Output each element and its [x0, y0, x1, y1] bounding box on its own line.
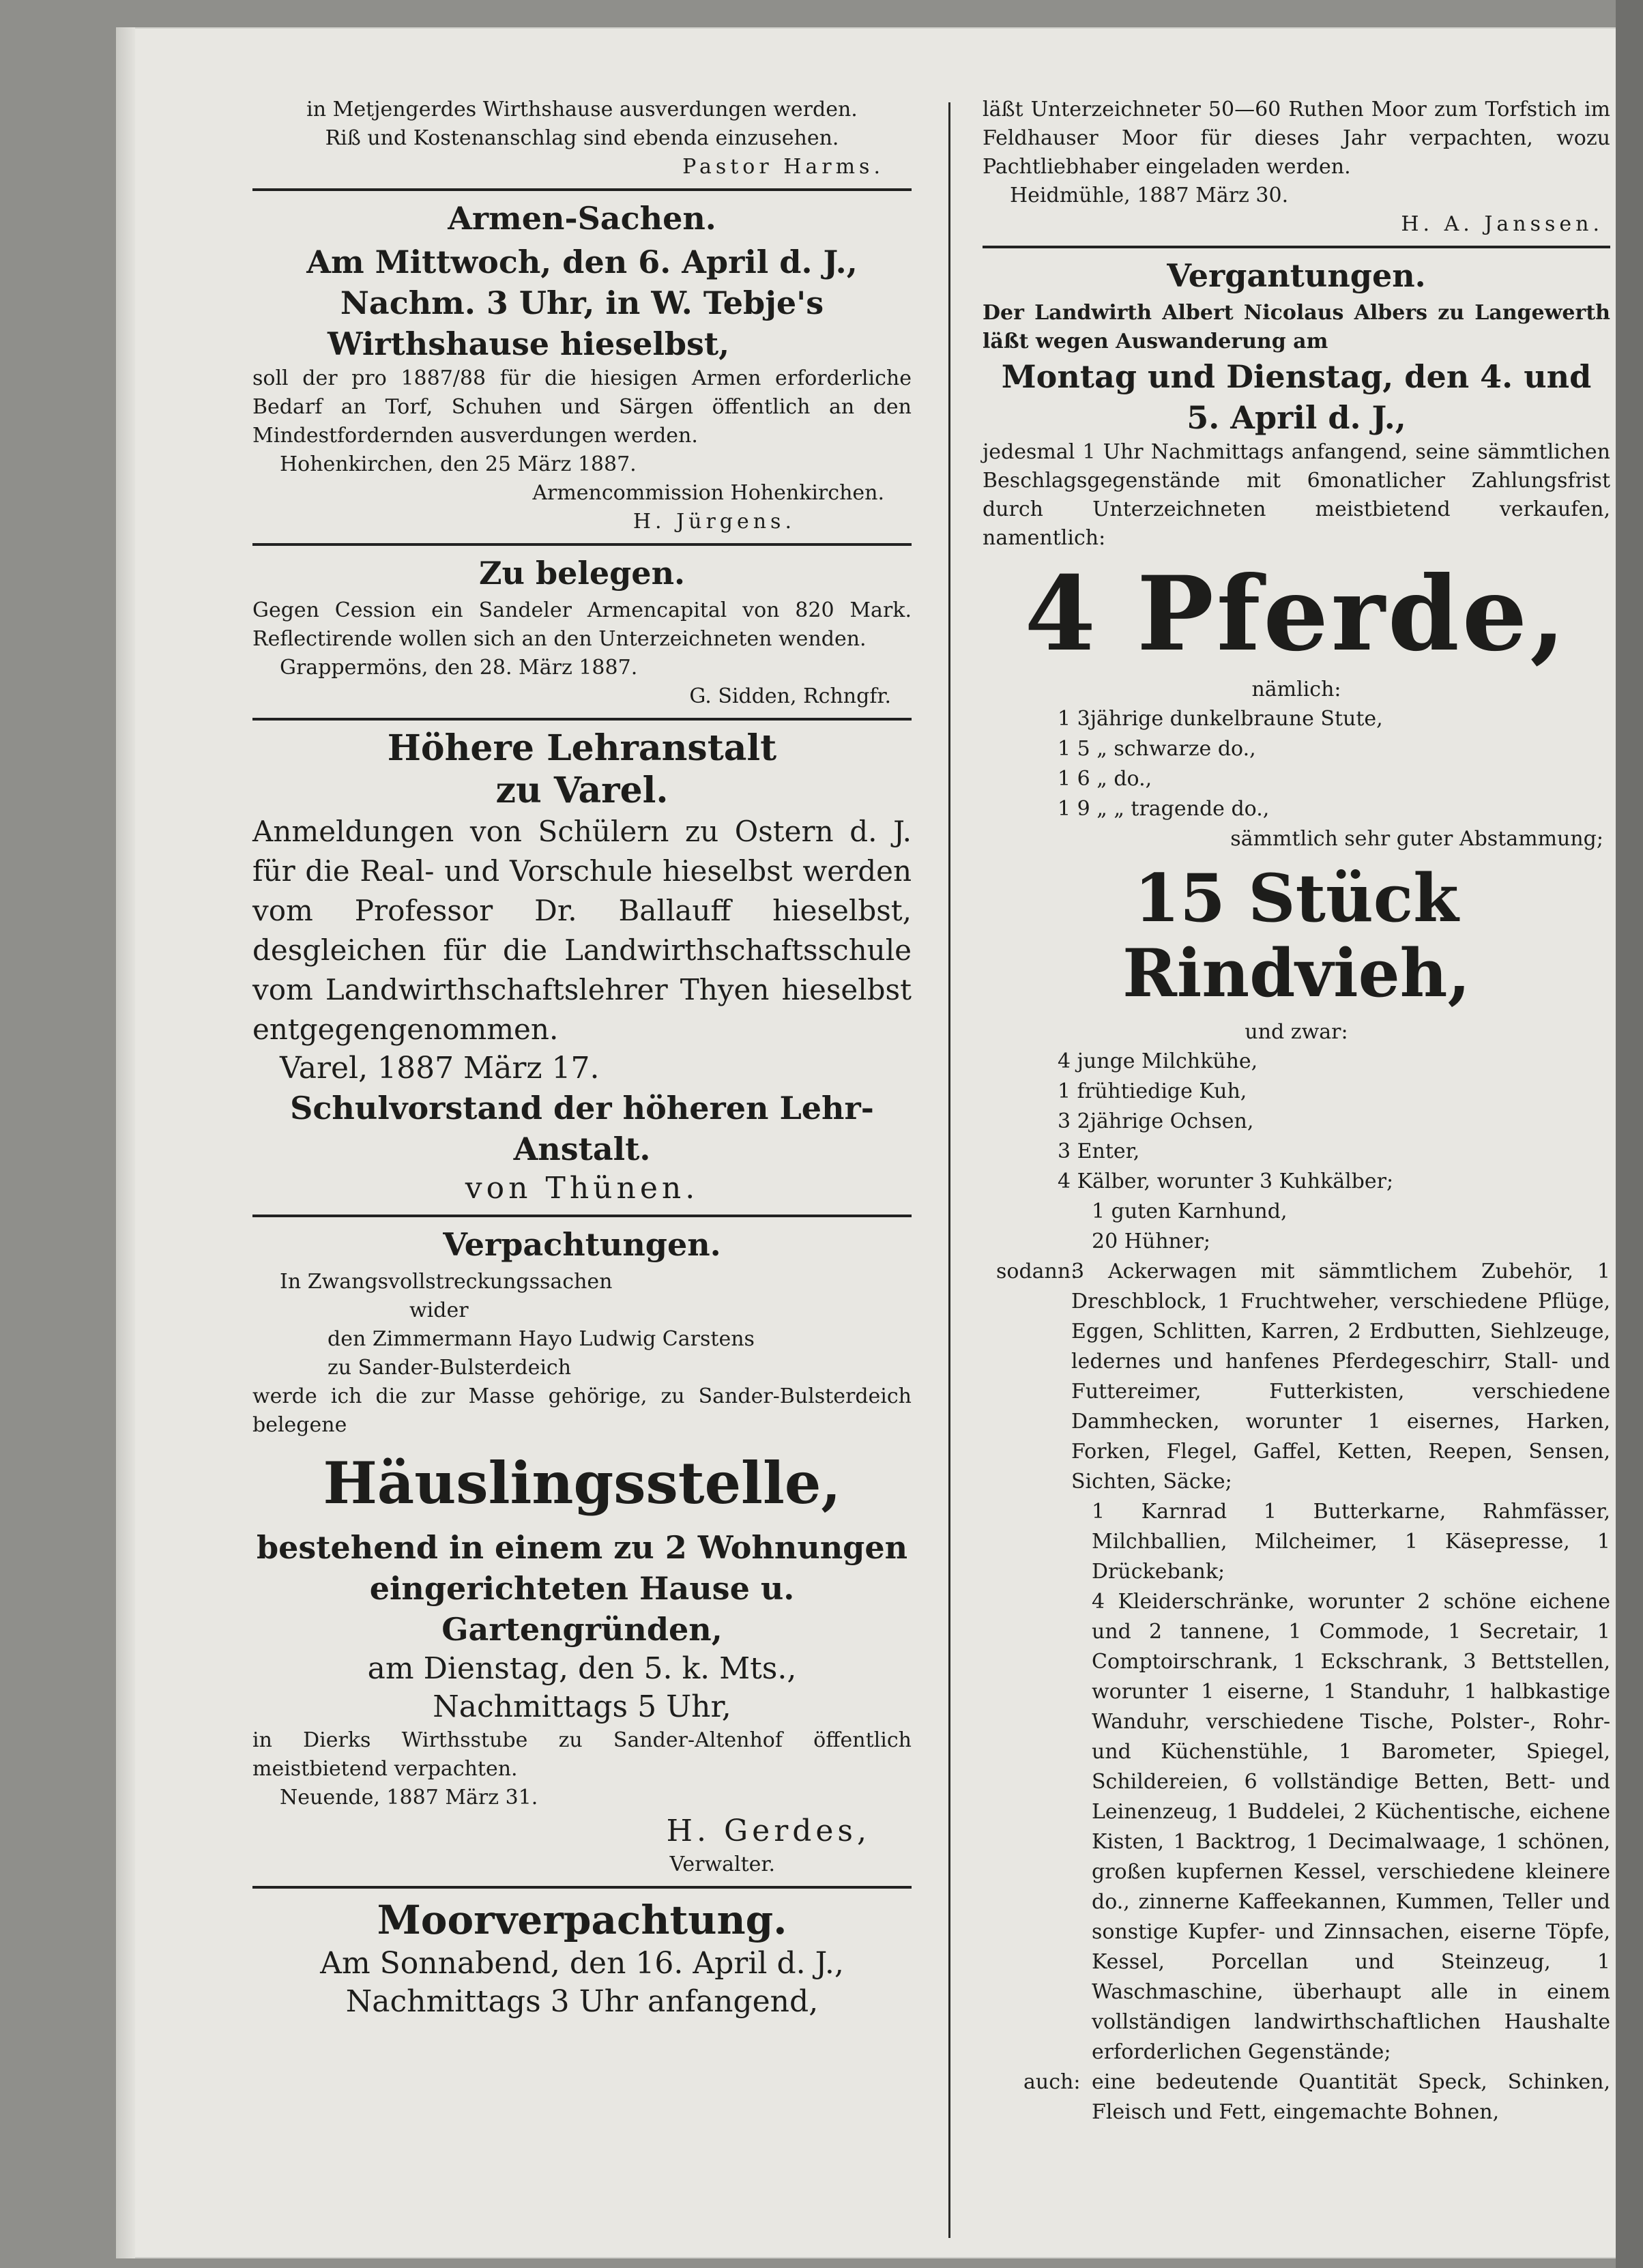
horse-item: 1 3jährige dunkelbraune Stute,: [1058, 707, 1383, 731]
hens-item: 20 Hühner;: [1092, 1230, 1211, 1253]
verpacht-sign-1: H. Gerdes,: [666, 1814, 871, 1848]
verg-title: Vergantungen.: [1167, 257, 1426, 294]
cattle-item: 1 frühtiedige Kuh,: [1058, 1079, 1247, 1103]
schule-place: Varel, 1887 März 17.: [280, 1051, 600, 1086]
column-divider: [948, 102, 950, 2238]
section-rule: [252, 718, 912, 721]
moor-line-1: Am Sonnabend, den 16. April d. J.,: [320, 1946, 844, 1981]
armen-line-3: Wirthshause hieselbst,: [328, 325, 730, 362]
sodann-block: [983, 1257, 1610, 1497]
page-right-edge: [1616, 0, 1643, 2268]
verg-undzwar: und zwar:: [1245, 1020, 1348, 1044]
right-place: Heidmühle, 1887 März 30.: [1010, 184, 1289, 207]
page-left-edge: [116, 27, 135, 2258]
verpacht-line-2: wider: [409, 1298, 469, 1322]
karnrad-text: 1 Karnrad 1 Butterkarne, Rahmfässer, Milchballien, Milcheimer, 1 Käsepresse, 1 Drückebank;: [1092, 1500, 1610, 1584]
auch-text: eine bedeutende Quantität Speck, Schinken, Fleisch und Fett, eingemachte Bohnen,: [1092, 2070, 1610, 2124]
intro-line-1: in Metjengerdes Wirthshause ausverdungen werden.: [306, 98, 858, 121]
verpacht-line-1: In Zwangsvollstreckungssachen: [280, 1270, 613, 1294]
horse-item: 1 9 „ „ tragende do.,: [1058, 797, 1270, 821]
verpacht-bold-3: am Dienstag, den 5. k. Mts.,: [367, 1651, 797, 1686]
schule-sign-2: Anstalt.: [513, 1131, 651, 1167]
sodann-label: sodann:: [996, 1260, 1078, 1283]
section-rule: [252, 188, 912, 191]
schule-sign-1: Schulvorstand der höheren Lehr-: [290, 1090, 874, 1126]
horse-item: 1 6 „ do.,: [1058, 767, 1152, 791]
right-column: [983, 96, 1610, 2127]
belegen-place: Grappermöns, den 28. März 1887.: [280, 656, 638, 680]
verg-rindvieh: 15 Stück Rindvieh,: [1122, 860, 1470, 1012]
section-rule: [983, 246, 1610, 248]
verg-line-1: Der Landwirth Albert Nicolaus Albers zu Langewerth läßt wegen Auswanderung am: [983, 301, 1610, 353]
right-intro: läßt Unterzeichneter 50—60 Ruthen Moor zum Torfstich im Feldhauser Moor für dieses Jahr verpachten, wozu Pachtliebhaber eingeladen werden.: [983, 98, 1610, 179]
horse-item: 1 5 „ schwarze do.,: [1058, 737, 1256, 761]
section-rule: [252, 1215, 912, 1217]
belegen-sign: G. Sidden, Rchngfr.: [689, 684, 891, 708]
section-rule: [252, 543, 912, 546]
verpacht-body: in Dierks Wirthsstube zu Sander-Altenhof öffentlich meistbietend verpachten.: [252, 1728, 912, 1781]
moor-line-2: Nachmittags 3 Uhr anfangend,: [345, 1984, 819, 2019]
verpacht-bold-2: eingerichteten Hause u. Gartengründen,: [369, 1570, 795, 1648]
belegen-body: Gegen Cession ein Sandeler Armencapital von 820 Mark. Reflectirende wollen sich an den Unterzeichneten wenden.: [252, 598, 912, 651]
auch-label: auch:: [1023, 2070, 1081, 2094]
verg-pferde: 4 Pferde,: [1024, 554, 1569, 674]
verpacht-line-3: den Zimmermann Hayo Ludwig Carstens: [328, 1327, 755, 1351]
cattle-item: 3 Enter,: [1058, 1139, 1140, 1163]
dog-item: 1 guten Karnhund,: [1092, 1200, 1288, 1223]
verpacht-place: Neuende, 1887 März 31.: [280, 1786, 538, 1809]
auch-block: [983, 2067, 1610, 2127]
right-sign: H. A. Janssen.: [1401, 212, 1603, 236]
cattle-item: 3 2jährige Ochsen,: [1058, 1109, 1254, 1133]
armen-sign-1: Armencommission Hohenkirchen.: [532, 481, 884, 505]
schule-sign-3: von Thünen.: [465, 1171, 699, 1206]
schule-body: Anmeldungen von Schülern zu Ostern d. J. für die Real- und Vorschule hieselbst werden vom Professor Dr. Ballauff hieselbst, desgleichen für die Landwirthschaftsschule vom Landwirthschaftslehrer Thyen hieselbst entgegengenommen.: [252, 815, 912, 1046]
sodann-text: 3 Ackerwagen mit sämmtlichem Zubehör, 1 Dreschblock, 1 Fruchtweher, verschiedene Pflüge, Eggen, Schlitten, Karren, 2 Erdbutten, Siehlzeuge, ledernes und hanfenes Pferdegeschirr, Stall- und Futtereimer, Futterkisten, verschiedene Dammhecken, worunter 1 eisernes, Harken, Forken, Flegel, Gaffel, Ketten, Reepen, Sensen, Sichten, Säcke;: [1071, 1260, 1610, 1494]
intro-signature: Pastor Harms.: [682, 155, 884, 179]
armen-place: Hohenkirchen, den 25 März 1887.: [280, 452, 637, 476]
verpacht-line-5: werde ich die zur Masse gehörige, zu Sander-Bulsterdeich belegene: [252, 1384, 912, 1437]
moor-title: Moorverpachtung.: [377, 1897, 787, 1943]
schraenke-text: 4 Kleiderschränke, worunter 2 schöne eichene und 2 tannene, 1 Commode, 1 Secretair, 1 Comptoirschrank, 1 Eckschrank, 3 Bettstellen, worunter 1 eiserne, 1 Standuhr, 1 halbkastige Wanduhr, verschiedene Tische, Polster-, Rohr- und Küchenstühle, 1 Barometer, Spiegel, Schildereien, 6 vollständige Betten, Bett- und Leinenzeug, 1 Buddelei, 2 Küchentische, eichene Kisten, 1 Backtrog, 1 Decimalwaage, 1 schönen, großen kupfernen Kessel, verschiedene kleinere do., zinnerne Kaffeekannen, Kummen, Teller und sonstige Kupfer- und Zinnsachen, eiserne Töpfe, Kessel, Porcellan und Steinzeug, 1 Waschmaschine, überhaupt alle in einem vollständigen landwirthschaftlichen Haushalte erforderlichen Gegenstände;: [1092, 1590, 1610, 2064]
cattle-item: 4 junge Milchkühe,: [1058, 1049, 1258, 1073]
verpacht-sign-2: Verwalter.: [669, 1852, 775, 1876]
left-column: [252, 96, 912, 2021]
schule-title-2: zu Varel.: [495, 770, 669, 811]
armen-title: Armen-Sachen.: [448, 200, 716, 237]
verpacht-line-4: zu Sander-Bulsterdeich: [328, 1356, 572, 1380]
schule-title-1: Höhere Lehranstalt: [387, 727, 777, 769]
intro-line-2: Riß und Kostenanschlag sind ebenda einzusehen.: [325, 126, 839, 150]
armen-body: soll der pro 1887/88 für die hiesigen Armen erforderliche Bedarf an Torf, Schuhen und Särgen öffentlich an den Mindestfordernden ausverdungen werden.: [252, 366, 912, 448]
section-rule: [252, 1886, 912, 1889]
belegen-title: Zu belegen.: [478, 555, 686, 592]
verpacht-big-title: Häuslingsstelle,: [323, 1449, 841, 1517]
armen-sign-2: H. Jürgens.: [633, 510, 796, 534]
armen-line-1: Am Mittwoch, den 6. April d. J.,: [306, 244, 858, 280]
verg-date-1: Montag und Dienstag, den 4. und: [1001, 358, 1592, 395]
horse-note: sämmtlich sehr guter Abstammung;: [1230, 827, 1603, 851]
armen-line-2: Nachm. 3 Uhr, in W. Tebje's: [340, 285, 824, 321]
verpacht-title: Verpachtungen.: [443, 1226, 721, 1263]
verpacht-bold-4: Nachmittags 5 Uhr,: [433, 1689, 731, 1724]
verg-date-2: 5. April d. J.,: [1187, 399, 1406, 436]
verg-body: jedesmal 1 Uhr Nachmittags anfangend, seine sämmtlichen Beschlagsgegenstände mit 6monatlicher Zahlungsfrist durch Unterzeichneten meistbietend verkaufen, namentlich:: [983, 440, 1610, 550]
verg-naemlich: nämlich:: [1251, 678, 1341, 701]
verpacht-bold-1: bestehend in einem zu 2 Wohnungen: [256, 1529, 908, 1566]
cattle-item: 4 Kälber, worunter 3 Kuhkälber;: [1058, 1169, 1394, 1193]
